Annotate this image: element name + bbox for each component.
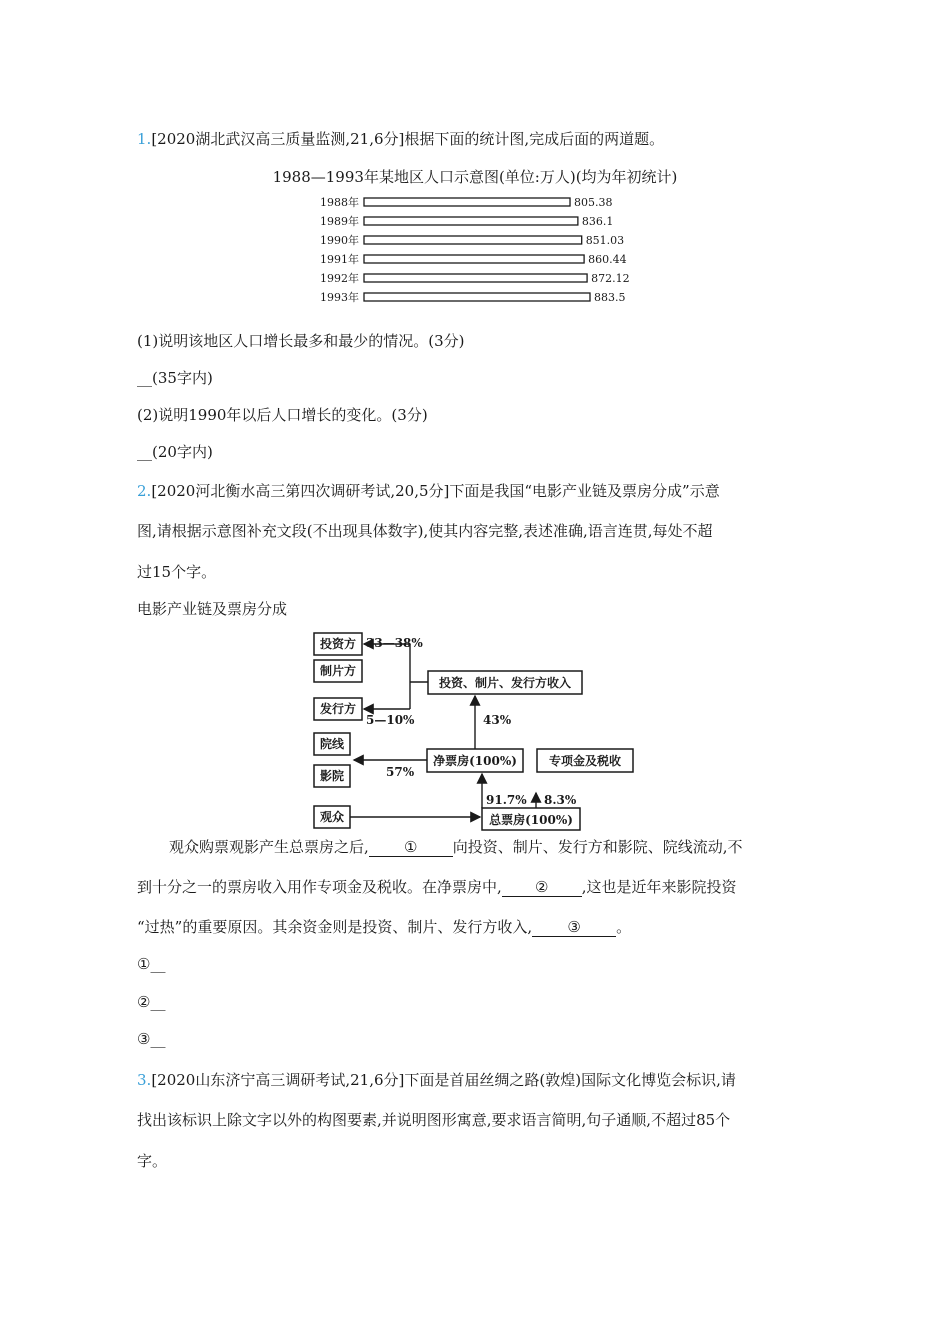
question-3-stem-line-1 [137, 1069, 736, 1090]
bar [364, 217, 578, 225]
question-text: [2020河北衡水高三第四次调研考试,20,5分]下面是我国“电影产业链及票房分成”示意 [151, 482, 720, 500]
value-label: 851.03 [585, 234, 625, 247]
pct-cinema: 57% [386, 765, 415, 779]
value-label: 883.5 [594, 291, 626, 304]
producer-label: 制片方 [319, 664, 357, 678]
value-label: 836.1 [581, 215, 614, 228]
gross-box-label: 总票房(100%) [489, 813, 573, 827]
pct-investor: 33—38% [366, 636, 423, 650]
income-label: 投资、制片、发行方收入 [438, 676, 572, 690]
answer-line-1[interactable]: ①__ [137, 955, 166, 973]
chart-title: 1988—1993年某地区人口示意图(单位:万人)(均为年初统计) [272, 168, 678, 186]
population-bar-chart [300, 192, 660, 310]
category-label: 1993年 [320, 291, 359, 304]
question-2-stem-line-1 [137, 480, 720, 501]
cinema-label: 影院 [319, 769, 345, 783]
answer-line-3[interactable]: ③__ [137, 1030, 166, 1048]
category-label: 1991年 [320, 253, 359, 266]
blank-2[interactable]: ② [502, 878, 582, 897]
question-2-stem-line-2: 图,请根据示意图补充文段(不出现具体数字),使其内容完整,表述准确,语言连贯,每处不超 [137, 522, 713, 540]
bar [364, 293, 590, 301]
answer-line-2[interactable]: ②__ [137, 993, 166, 1011]
investor-label: 投资方 [319, 637, 357, 651]
question-3-stem-line-3: 字。 [137, 1152, 168, 1170]
diagram-title: 电影产业链及票房分成 [137, 600, 288, 618]
film-industry-flow-diagram [300, 630, 640, 836]
blank-1[interactable]: ① [369, 838, 453, 857]
paragraph-text: ,这也是近年来影院投资 [581, 878, 737, 896]
value-label: 805.38 [574, 196, 613, 209]
value-label: 860.44 [588, 253, 627, 266]
question-number: 2. [137, 482, 152, 500]
pct-tax: 8.3% [544, 793, 577, 807]
bar [364, 274, 587, 282]
question-text: [2020湖北武汉高三质量监测,21,6分]根据下面的统计图,完成后面的两道题。 [151, 130, 665, 148]
pct-income: 43% [483, 713, 512, 727]
pct-net: 91.7% [486, 793, 527, 807]
cinema-chain-label: 院线 [319, 737, 345, 751]
tax-box-label: 专项金及税收 [548, 754, 622, 768]
blank-3[interactable]: ③ [532, 918, 616, 937]
sub-question-1: (1)说明该地区人口增长最多和最少的情况。(3分) [137, 332, 465, 350]
answer-limit-2: __(20字内) [137, 443, 213, 461]
distributor-label: 发行方 [319, 702, 357, 716]
paragraph-text: “过热”的重要原因。其余资金则是投资、制片、发行方收入, [137, 918, 533, 936]
category-label: 1990年 [320, 234, 359, 247]
question-1-stem [137, 128, 664, 149]
answer-limit-1: __(35字内) [137, 369, 213, 387]
bar [364, 198, 570, 206]
bar [364, 255, 584, 263]
paragraph-text: 向投资、制片、发行方和影院、院线流动,不 [452, 838, 743, 856]
paragraph-text: 观众购票观影产生总票房之后, [169, 838, 369, 856]
value-label: 872.12 [591, 272, 630, 285]
question-number: 3. [137, 1071, 152, 1089]
question-3-stem-line-2: 找出该标识上除文字以外的构图要素,并说明图形寓意,要求语言简明,句子通顺,不超过85个 [137, 1111, 731, 1129]
sub-question-2: (2)说明1990年以后人口增长的变化。(3分) [137, 406, 428, 424]
paragraph-text: 到十分之一的票房收入用作专项金及税收。在净票房中, [137, 878, 502, 896]
pct-distributor: 5—10% [366, 713, 415, 727]
question-text: [2020山东济宁高三调研考试,21,6分]下面是首届丝绸之路(敦煌)国际文化博览会标识,请 [151, 1071, 736, 1089]
paragraph-line-1 [169, 836, 743, 857]
question-number: 1. [137, 130, 152, 148]
paragraph-text: 。 [616, 918, 632, 936]
bar [364, 236, 582, 244]
net-box-label: 净票房(100%) [433, 754, 517, 768]
paragraph-line-3 [137, 916, 631, 937]
category-label: 1988年 [320, 196, 359, 209]
category-label: 1992年 [320, 272, 359, 285]
category-label: 1989年 [320, 215, 359, 228]
audience-label: 观众 [319, 810, 345, 824]
question-2-stem-line-3: 过15个字。 [137, 563, 217, 581]
paragraph-line-2 [137, 876, 737, 897]
